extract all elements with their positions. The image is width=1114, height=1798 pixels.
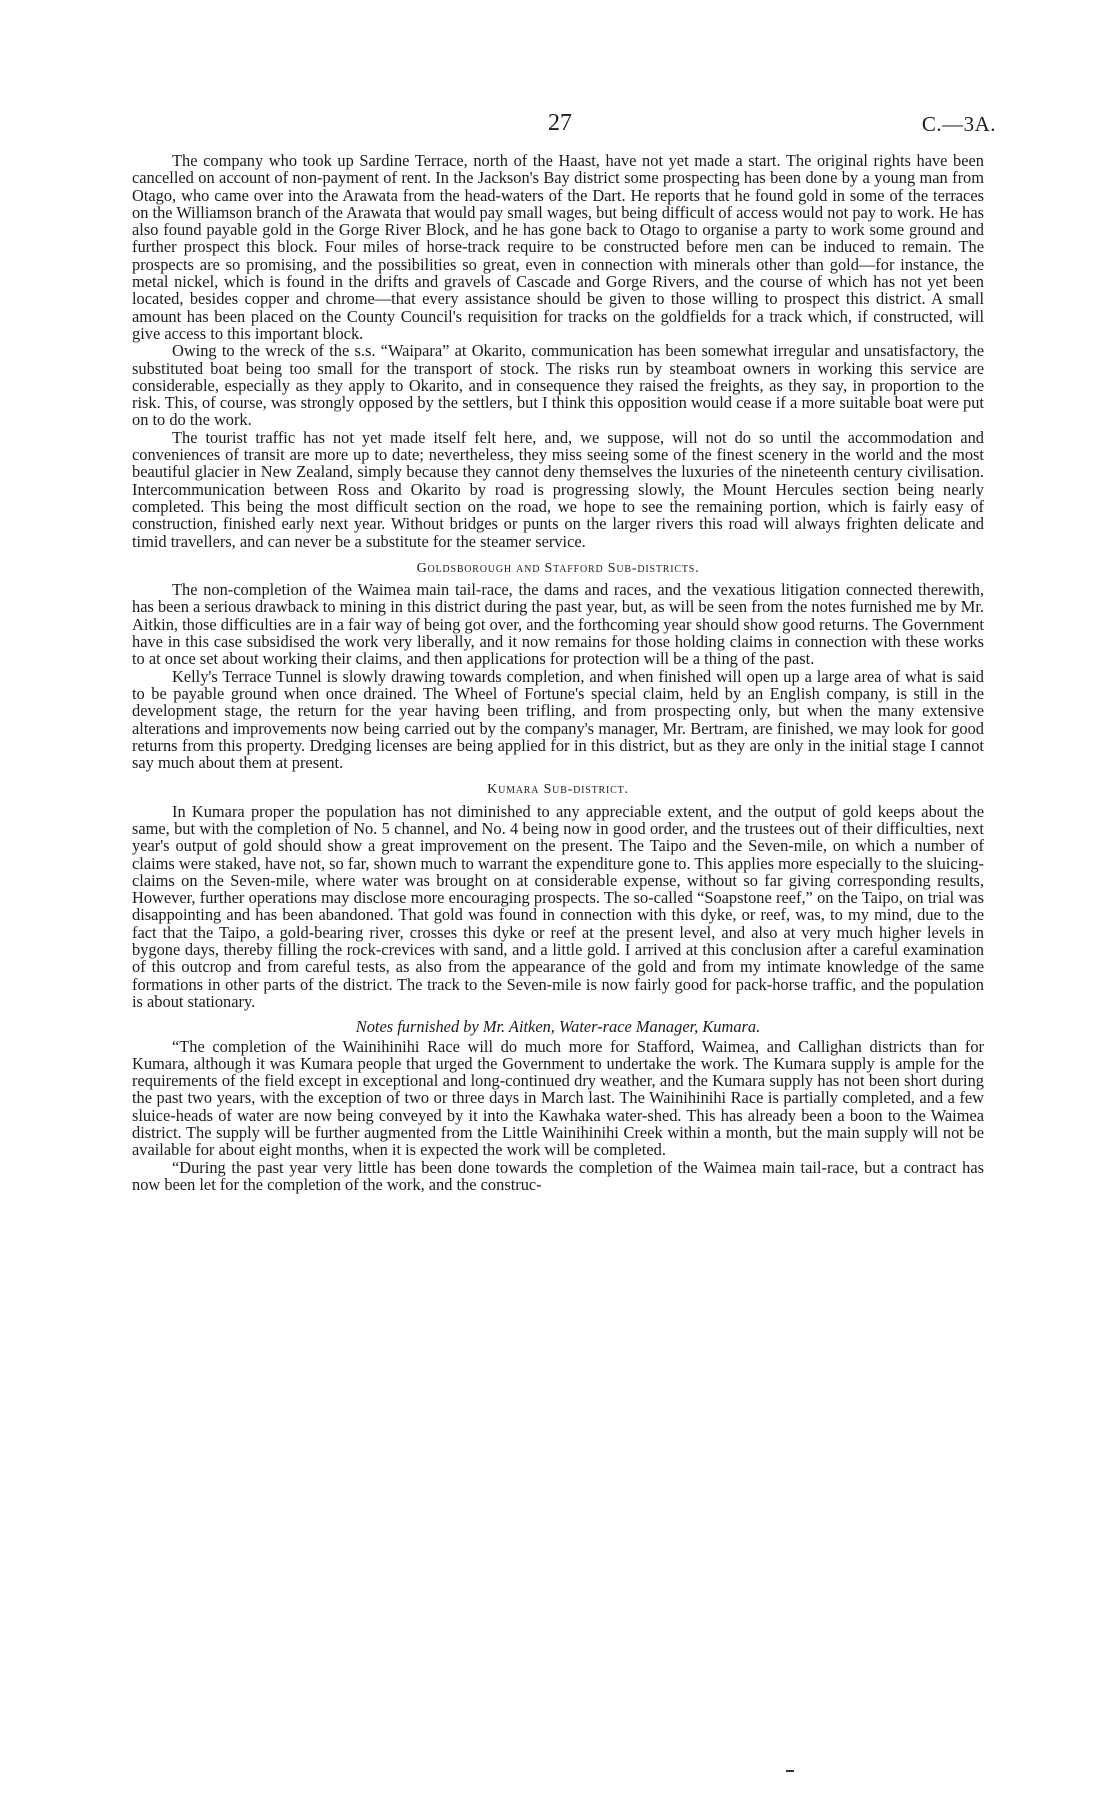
report-code: C.—3A. bbox=[921, 112, 996, 136]
heading-kumara: Kumara Sub-district. bbox=[487, 782, 629, 798]
paragraph-tourist-traffic: The tourist traffic has not yet made itself felt here, and, we suppose, will not do so until the accommodation and conveniences of transit are more up to date; nevertheless, they miss seeing some of the finest scenery in the world and the most beautiful glacier in New Zealand, simply because they cannot deny themselves the luxuries of the nineteenth century civilisation. Intercommunication between Ross and Okarito by road is progressing slowly, the Mount Hercules section being nearly completed. This being the most difficult section on the road, we hope to see the remaining portion, which is fairly easy of construction, finished early next year. Without bridges or punts on the larger rivers this road will always frighten delicate and timid travellers, and can never be a substitute for the steamer service. bbox=[132, 427, 984, 551]
page-header bbox=[0, 110, 1114, 140]
paragraph-wainihinihi-race: “The completion of the Wainihinihi Race will do much more for Stafford, Waimea, and Callighan districts than for Kumara, although it was Kumara people that urged the Government to undertake the work. The Kumara supply is ample for the requirements of the field except in exceptional and long-continued dry weather, and the Kumara supply has not been short during the past two years, with the exception of two or three days in March last. The Wainihinihi Race is partially completed, and a few sluice-heads of water are now being conveyed by it into the Kawhaka water-shed. This has already been a boon to the Waimea district. The supply will be further augmented from the Little Wainihinihi Creek within a month, but the main supply will not be available for about eight months, when it is expected the work will be completed. bbox=[132, 1036, 984, 1160]
footer-mark bbox=[786, 1770, 794, 1772]
heading-goldsborough-stafford: Goldsborough and Stafford Sub-districts. bbox=[416, 560, 700, 576]
paragraph-waimea-tail-race: The non-completion of the Waimea main tail-race, the dams and races, and the vexatious litigation connected therewith, has been a serious drawback to mining in this district during the past year, but, as will be seen from the notes furnished me by Mr. Aitkin, those difficulties are in a fair way of being got over, and the forthcoming year should show good returns. The Government have in this case subsidised the work very liberally, and it now remains for those holding claims in connection with these works to at once set about working their claims, and then applications for protection will be a thing of the past. bbox=[132, 580, 984, 669]
body-text bbox=[132, 152, 984, 1193]
page-number: 27 bbox=[548, 110, 572, 136]
paragraph-waipara-wreck: Owing to the wreck of the s.s. “Waipara” at Okarito, communication has been somewhat irregular and unsatisfactory, the substituted boat being too small for the transport of stock. The risks run by steamboat owners in working this service are considerable, especially as they apply to Okarito, and in consequence they raised the freights, as they say, in proportion to the risk. This, of course, was strongly opposed by the settlers, but I think this opposition would cease if a more suitable boat were put on to do the work. bbox=[132, 341, 984, 430]
paragraph-kellys-terrace: Kelly's Terrace Tunnel is slowly drawing towards completion, and when finished will open up a large area of what is said to be payable ground when once drained. The Wheel of Fortune's special claim, held by an English company, is still in the development stage, the return for the year having been trifling, and from prospecting only, but when the many extensive alterations and improvements now being carried out by the company's manager, Mr. Bertram, are finished, we may look for good returns from this property. Dredging licenses are being applied for in this district, but as they are only in the initial stage I cannot say much about them at present. bbox=[132, 666, 984, 773]
notes-title: Notes furnished by Mr. Aitken, Water-race Manager, Kumara. bbox=[355, 1017, 761, 1037]
paragraph-sardine-terrace: The company who took up Sardine Terrace, north of the Haast, have not yet made a start. The original rights have been cancelled on account of non-payment of rent. In the Jackson's Bay district some prospecting has been done by a young man from Otago, who came over into the Arawata from the head-waters of the Dart. He reports that he found gold in some of the terraces on the Williamson branch of the Arawata that would pay small wages, but being difficult of access would not pay to work. He has also found payable gold in the Gorge River Block, and he has gone back to Otago to organise a party to work some ground and further prospect this block. Four miles of horse-track require to be constructed before men can be induced to remain. The prospects are so promising, and the possibilities so great, even in connection with minerals other than gold—for instance, the metal nickel, which is found in the drifts and gravels of Cascade and Gorge Rivers, and the course of which has not yet been located, besides copper and chrome—that every assistance should be given to those willing to prospect this district. A small amount has been placed on the County Council's requisition for tracks on the goldfields for a track which, if constructed, will give access to this important block. bbox=[132, 151, 984, 343]
paragraph-past-year-tail-race: “During the past year very little has been done towards the completion of the Waimea main tail-race, but a contract has now been let for the completion of the work, and the construc- bbox=[132, 1157, 984, 1194]
paragraph-kumara-proper: In Kumara proper the population has not diminished to any appreciable extent, and the output of gold keeps about the same, but with the completion of No. 5 channel, and No. 4 being now in good order, and the trustees out of their difficulties, next year's output of gold should show a great improvement on the present. The Taipo and the Seven-mile, on which a number of claims were staked, have not, so far, shown much to warrant the expenditure gone to. This applies more especially to the sluicing-claims on the Seven-mile, where water was brought on at considerable expense, without so far giving corresponding results, However, further operations may disclose more encouraging prospects. The so-called “Soapstone reef,” on the Taipo, on trial was disappointing and has been abandoned. That gold was found in connection with this dyke, or reef, was, to my mind, due to the fact that the Taipo, a gold-bearing river, crosses this dyke or reef at the present level, and also at very much higher levels in bygone days, thereby filling the rock-crevices with sand, and a little gold. I arrived at this conclusion after a careful examination of this outcrop and from careful tests, as also from the appearance of the gold and from my intimate knowledge of the same formations in other parts of the district. The track to the Seven-mile is now fairly good for pack-horse traffic, and the population is about stationary. bbox=[132, 801, 984, 1011]
